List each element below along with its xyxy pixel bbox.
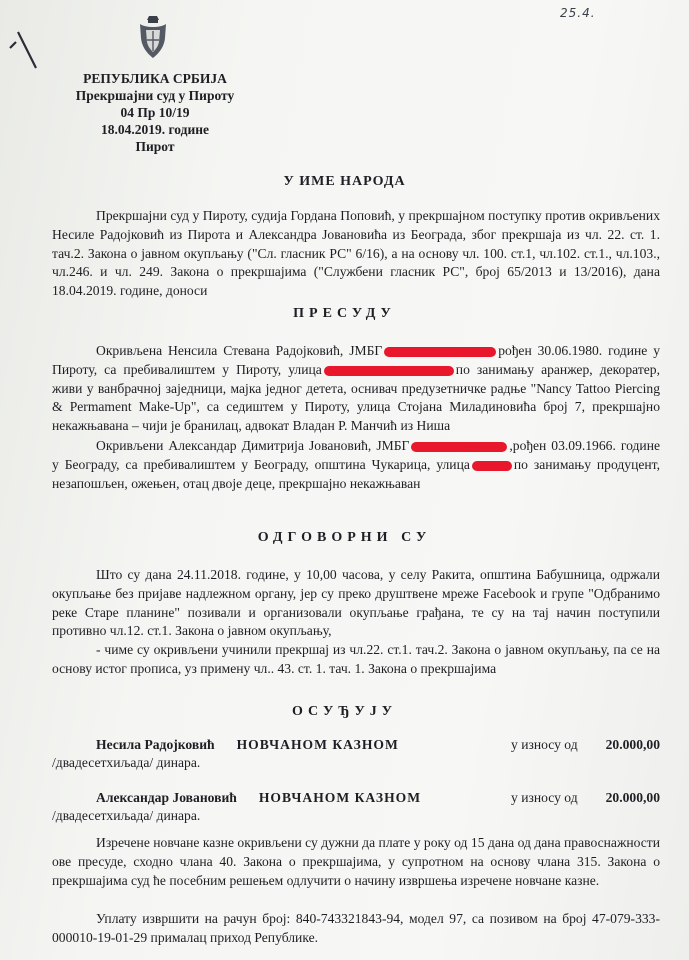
redaction-mark <box>472 461 512 471</box>
fine-1-amount: 20.000,00 <box>605 737 660 752</box>
fine-1-penalty: НОВЧАНОМ КАЗНОМ <box>236 737 399 752</box>
fine-row-2 <box>52 789 660 825</box>
fine-1-words: /двадесетхиљада/ динара. <box>52 755 201 770</box>
defendant-1-text-a: Окривљена Ненсила Стевана Радојковић, ЈМБГ <box>96 343 383 358</box>
header-city: Пирот <box>135 139 175 154</box>
title-verdict: ПРЕСУДУ <box>293 306 396 321</box>
payment-paragraph <box>52 834 660 890</box>
intro-text: Прекршајни суд у Пироту, судија Гордана Поповић, у прекршајном поступку против окривљених Несиле Радојковић из Пирота и Александра Јовановића из Београда, због прекршаја из чл. 22. ст. 1. тач.2. Закона о јавном окупљању ("Сл. гласник РС" 6/16), а на основу чл. 100. ст.1, чл.102. ст.1., чл.103., чл.246. и чл. 249. Закона о прекршајима ("Службени гласник РС", број 65/2013 и 13/2016), дана 18.04.2019. године, доноси <box>52 208 660 299</box>
account-paragraph <box>52 910 660 948</box>
guilty-text-2: - чиме су окривљени учинили прекршај из чл.22. ст.1. тач.2. Закона о јавном окупљању, па се на основу истог прописа, уз примену чл.. 43. ст. 1. тач. 1. Закона о прекршајима <box>52 642 660 676</box>
handwritten-slash-mark <box>6 28 42 72</box>
payment-text: Изречене новчане казне окривљени су дужни да плате у року од 15 дана од дана правоснажности ове пресуде, сходно члана 40. Закона о прекршајима, у супротном на основу члана 315. Закона о прекршајима суд ће посебним решењем одлучити о начину извршења изречене новчане казне. <box>52 835 660 888</box>
fine-1-amount-label: у износу од <box>511 737 578 752</box>
defendant-2-text-b: ,рођен 03.09.1966. године у Београду, са пребивалиштем у Београду, општина Чукарица, улица <box>52 438 661 472</box>
title-sentence: ОСУЂУЈУ <box>291 704 397 719</box>
header-date: 18.04.2019. године <box>100 122 210 137</box>
defendant-2-text-a: Окривљени Александар Димитрија Јовановић, ЈМБГ <box>96 438 410 453</box>
account-text: Уплату извршити на рачун број: 840-743321843-94, модел 97, са позивом на број 47-079-333-000010-19-01-29 прималац приход Републике. <box>52 911 660 945</box>
fine-2-words: /двадесетхиљада/ динара. <box>52 808 201 823</box>
redaction-mark <box>324 366 454 376</box>
fine-row-1 <box>52 736 660 772</box>
handwritten-corner-note: 25.4. <box>560 6 596 20</box>
redaction-mark <box>411 442 507 452</box>
serbia-coat-of-arms-icon <box>136 14 170 62</box>
defendant-1-paragraph <box>52 342 660 436</box>
fine-2-amount: 20.000,00 <box>605 790 660 805</box>
fine-2-penalty: НОВЧАНОМ КАЗНОМ <box>258 790 422 805</box>
header-case-number: 04 Пр 10/19 <box>120 105 190 120</box>
fine-2-name: Александар Јовановић <box>96 790 237 805</box>
intro-paragraph <box>52 207 660 301</box>
fine-2-amount-label: у износу од <box>511 790 578 805</box>
header-court: Прекршајни суд у Пироту <box>75 88 235 103</box>
defendant-1-text-c: по занимању аранжер, декоратер, живи у ванбрачној заједници, мајка једног детета, оснивач предузетничке радње "Nancy Tattoo Piercing & Permament Make-Up", са седиштем у Пироту, улица Стојана Миладиновића број 7, прекршајно некажњавана – чији је бранилац, адвокат Владан Р. Манчић из Ниша <box>52 361 660 434</box>
defendant-2-paragraph <box>52 437 660 493</box>
defendant-2-text-c: по занимању продуцент, незапошљен, ожењен, отац двоје деце, прекршајно некажњаван <box>52 456 660 491</box>
redaction-mark <box>384 347 496 357</box>
title-responsible: ОДГОВОРНИ СУ <box>257 530 432 545</box>
guilty-text: Што су дана 24.11.2018. године, у 10,00 часова, у селу Ракита, општина Бабушница, одржали окупљање без пријаве надлежном органу, јер су преко друштвене мреже Facebook и групе "Одбранимо реке Старе планине" позивали и организовали окупљање грађана, те су на тај начин поступили противно чл.12. ст.1. Закона о јавном окупљању, <box>52 567 660 639</box>
header-republic: РЕПУБЛИКА СРБИЈА <box>83 71 227 86</box>
fine-1-name: Несила Радојковић <box>96 737 215 752</box>
defendant-1-text-b: рођен 30.06.1980. године у Пироту, са пребивалиштем у Пироту, улица <box>52 343 660 377</box>
title-in-the-name-of-people: У ИМЕ НАРОДА <box>283 174 406 189</box>
guilty-paragraph <box>52 566 660 679</box>
